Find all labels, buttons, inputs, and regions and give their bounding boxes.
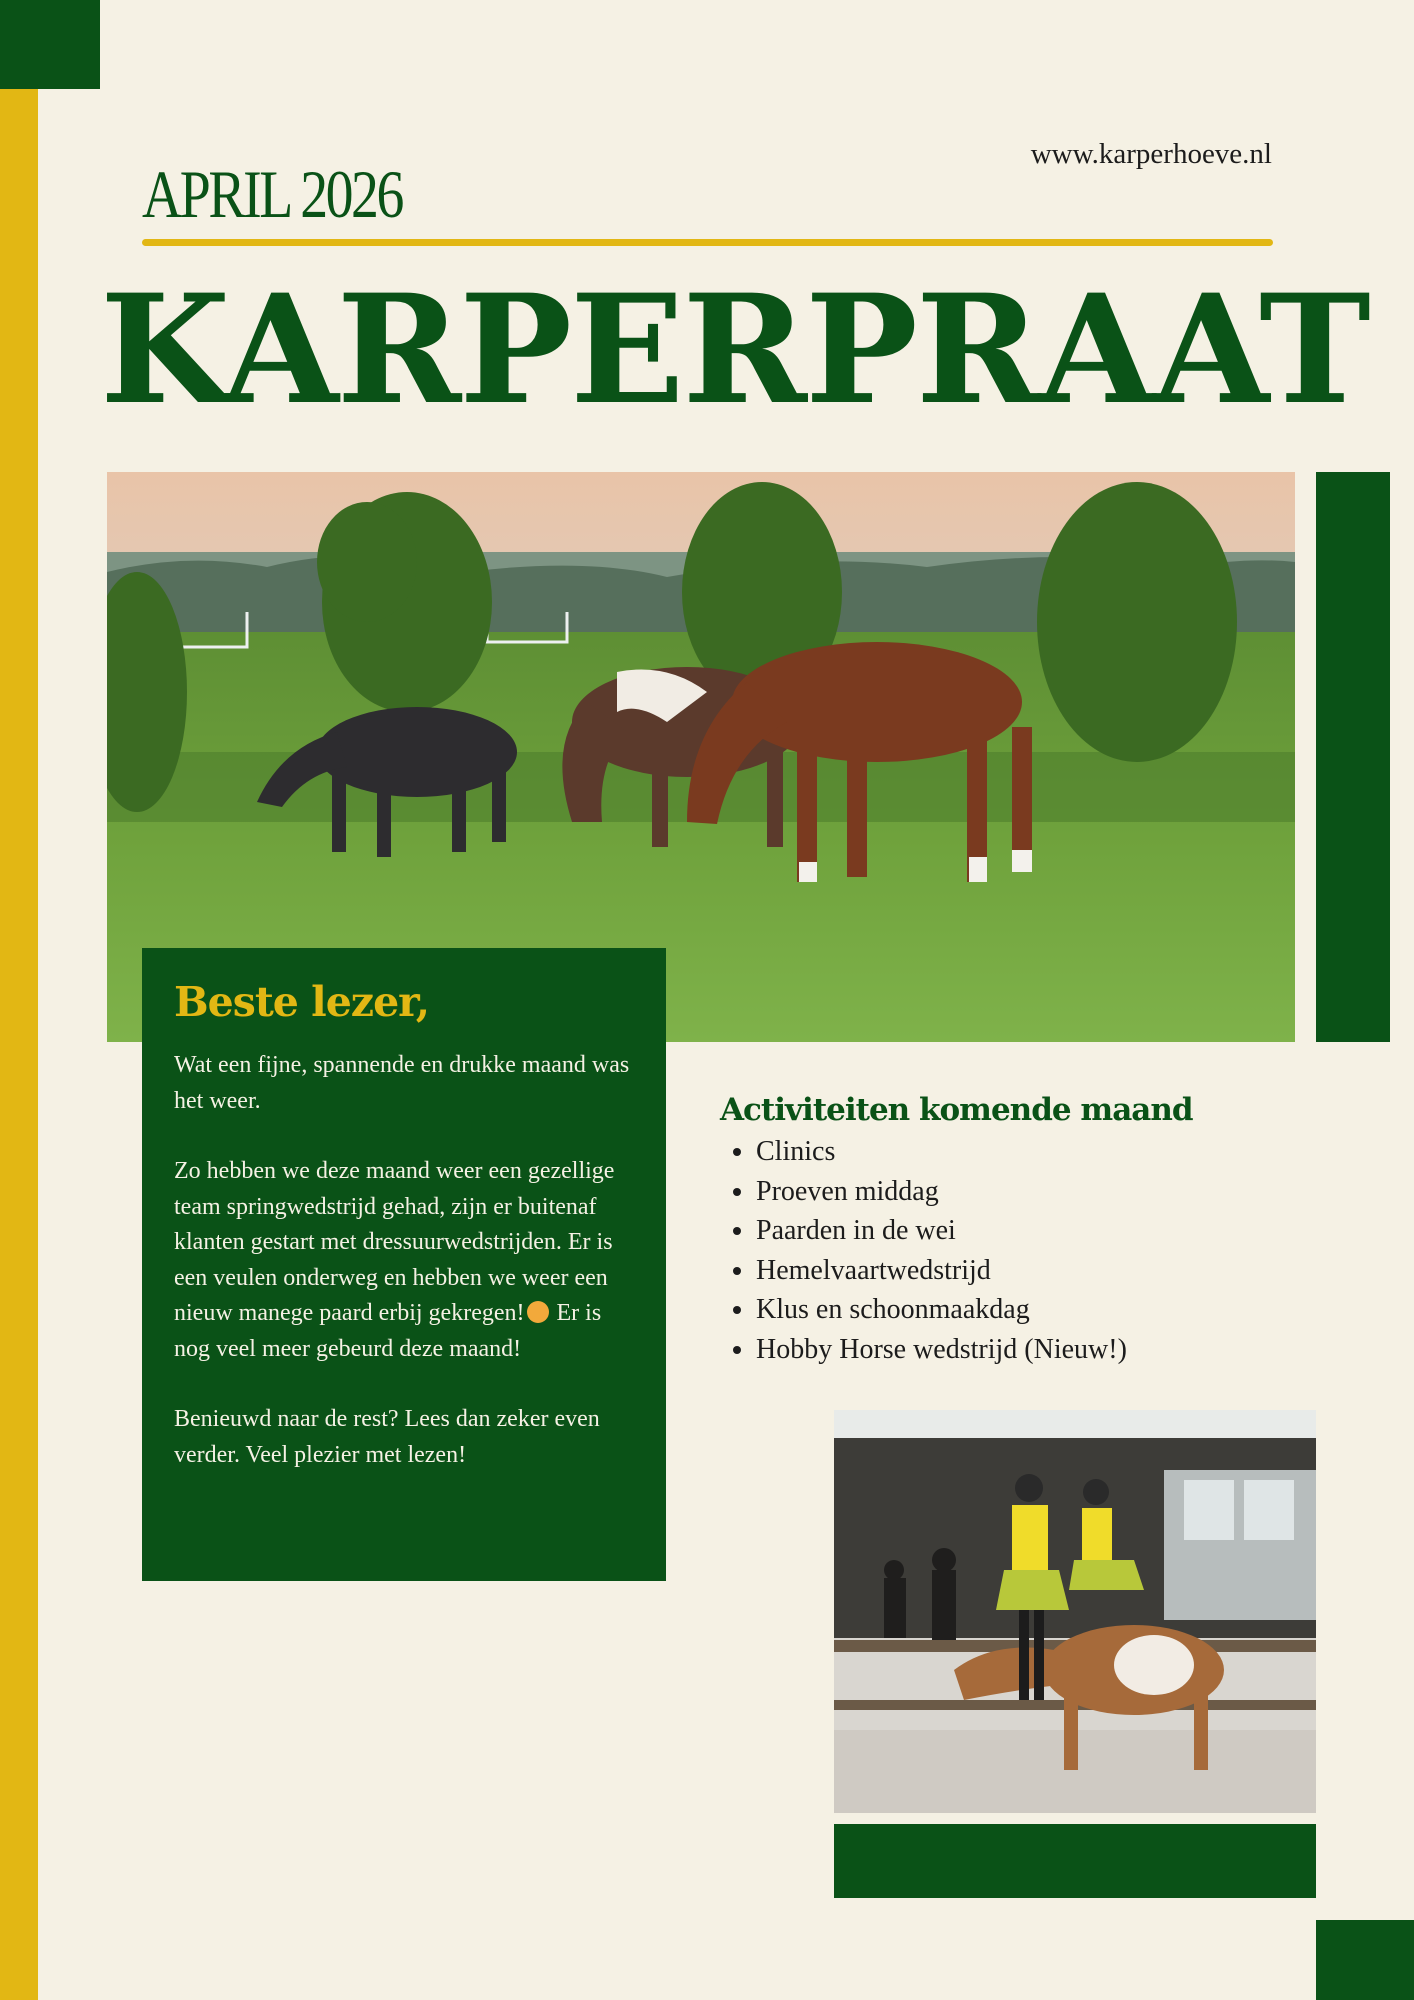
issue-date: APRIL 2026 bbox=[142, 156, 402, 232]
list-item: • Klus en schoonmaakdag bbox=[756, 1290, 1280, 1330]
activities-list bbox=[720, 1132, 1280, 1369]
letter-paragraph: Benieuwd naar de rest? Lees dan zeker even verder. Veel plezier met lezen! bbox=[174, 1406, 600, 1468]
left-accent-bar bbox=[0, 0, 38, 2000]
list-item: • Hobby Horse wedstrijd (Nieuw!) bbox=[756, 1330, 1280, 1370]
hand-over-mouth-emoji-icon bbox=[527, 1301, 549, 1323]
activities-title: Activiteiten komende maand bbox=[720, 1092, 1193, 1128]
list-item: • Paarden in de wei bbox=[756, 1211, 1280, 1251]
list-item: • Proeven middag bbox=[756, 1172, 1280, 1212]
letter-paragraph-text: Er is nog veel meer gebeurd deze maand! bbox=[174, 1300, 602, 1362]
newsletter-title: KARPERPRAAT bbox=[100, 262, 1369, 438]
bottom-right-corner-block bbox=[1316, 1920, 1414, 2000]
website-link[interactable]: www.karperhoeve.nl bbox=[1030, 138, 1272, 170]
right-accent-band bbox=[1316, 472, 1390, 1042]
list-item: • Hemelvaartwedstrijd bbox=[756, 1251, 1280, 1291]
activities-section bbox=[720, 1092, 1280, 1369]
letter-paragraph bbox=[174, 1154, 634, 1367]
letter-paragraph: Wat een fijne, spannende en drukke maand was het weer. bbox=[174, 1052, 630, 1114]
letter-greeting: Beste lezer, bbox=[174, 978, 430, 1026]
photo-children-in-bee-costumes-with-pony bbox=[834, 1410, 1316, 1813]
header-divider bbox=[142, 239, 1273, 246]
bottom-accent-band bbox=[834, 1824, 1316, 1898]
letter-paragraph-text: Zo hebben we deze maand weer een gezellige team springwedstrijd gehad, zijn er buitenaf klanten gestart met dressuurwedstrijden. Er is een veulen onderweg en hebben we weer een nieuw manege paard erbij gekregen! bbox=[174, 1158, 615, 1326]
editor-letter-box bbox=[142, 948, 666, 1581]
top-left-corner-block bbox=[0, 0, 100, 89]
list-item: • Clinics bbox=[756, 1132, 1280, 1172]
